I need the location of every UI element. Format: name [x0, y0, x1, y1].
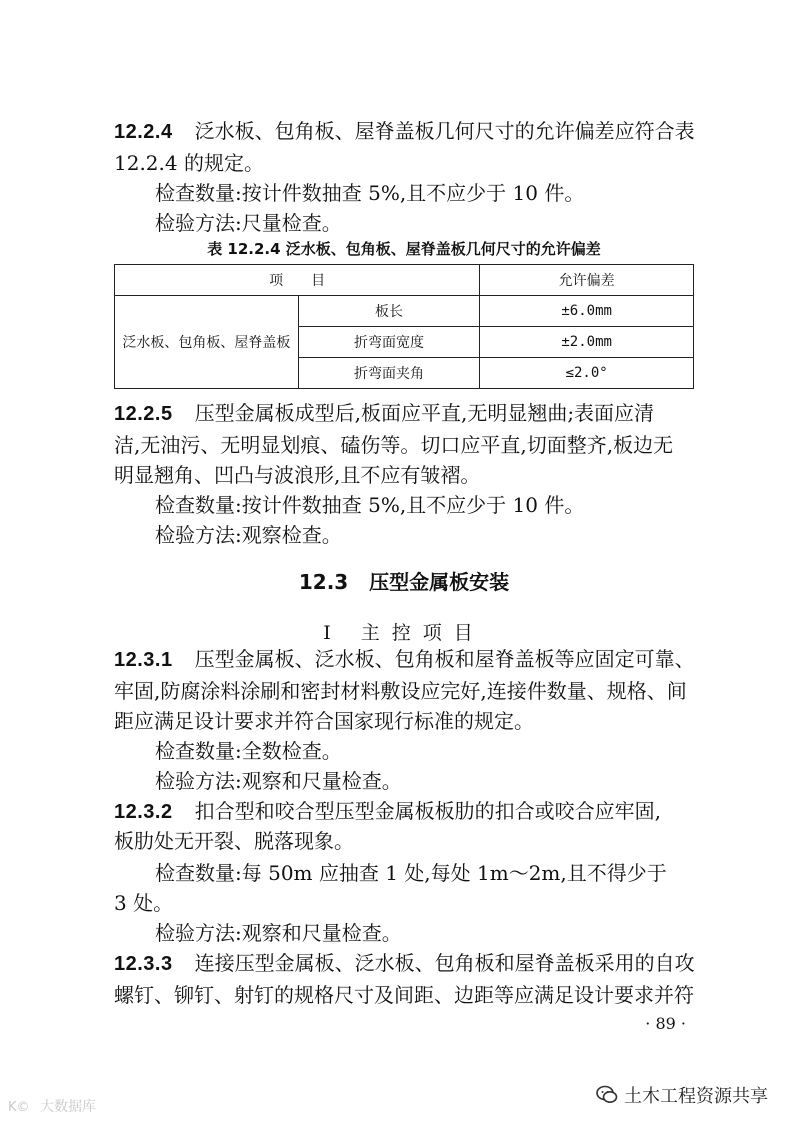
wechat-icon: [596, 1085, 618, 1105]
section-title-text: 压型金属板安装: [369, 570, 510, 594]
clause-text: 泛水板、包角板、屋脊盖板几何尺寸的允许偏差应符合表: [194, 119, 695, 143]
clause-12-3-2-line1: [114, 796, 694, 827]
clause-12-3-2-line2: 板肋处无开裂、脱落现象。: [114, 829, 354, 853]
clause-text: 压型金属板、泛水板、包角板和屋脊盖板等应固定可靠、: [194, 647, 695, 671]
check-quantity-cont: 3 处。: [114, 891, 174, 915]
clause-12-2-5-line1: [114, 398, 694, 429]
group-label: 泛水板、包角板、屋脊盖板: [115, 296, 299, 389]
table-caption: 表 12.2.4 泛水板、包角板、屋脊盖板几何尺寸的允许偏差: [207, 240, 601, 258]
clause-number: 12.3.1: [114, 649, 173, 671]
clause-12-3-3-line1: [114, 948, 694, 979]
check-method: 检验方法:观察和尺量检查。: [155, 769, 402, 793]
clause-12-2-5-line3: 明显翘角、凹凸与波浪形,且不应有皱褶。: [114, 463, 481, 487]
row-tolerance: ±6.0mm: [480, 296, 694, 327]
clause-number: 12.3.2: [114, 801, 173, 823]
watermark-left: [8, 1096, 96, 1116]
check-quantity: 检查数量:全数检查。: [155, 739, 342, 763]
check-quantity: 检查数量:按计件数抽查 5%,且不应少于 10 件。: [155, 181, 585, 205]
logo-icon: [8, 1098, 36, 1114]
row-item: 折弯面宽度: [298, 327, 480, 358]
clause-12-3-1-line2: 牢固,防腐涂料涂刷和密封材料敷设应完好,连接件数量、规格、间: [114, 679, 687, 703]
clause-12-3-1-line1: [114, 644, 694, 675]
watermark-left-text: 大数据库: [40, 1099, 96, 1115]
row-item: 板长: [298, 296, 480, 327]
section-title: [114, 566, 694, 595]
clause-text: 扣合型和咬合型压型金属板板肋的扣合或咬合应牢固,: [194, 799, 661, 823]
page-number: · 89 ·: [645, 1014, 686, 1033]
header-tolerance: 允许偏差: [480, 265, 694, 296]
row-item: 折弯面夹角: [298, 358, 480, 389]
table-header-row: [115, 265, 694, 296]
watermark-right: [596, 1082, 768, 1108]
clause-12-2-4-line2: 12.2.4 的规定。: [114, 151, 264, 175]
clause-number: 12.2.5: [114, 403, 173, 425]
clause-12-2-4-line1: [114, 116, 694, 147]
section-number: 12.3: [298, 570, 349, 594]
clause-text: 连接压型金属板、泛水板、包角板和屋脊盖板采用的自攻: [194, 951, 695, 975]
clause-number: 12.3.3: [114, 953, 173, 975]
check-quantity: 检查数量:按计件数抽查 5%,且不应少于 10 件。: [155, 493, 585, 517]
row-tolerance: ≤2.0°: [480, 358, 694, 389]
table-row: [115, 296, 694, 327]
clause-number: 12.2.4: [114, 121, 173, 143]
check-method: 检验方法:观察和尺量检查。: [155, 921, 402, 945]
clause-12-3-3-line2: 螺钉、铆钉、射钉的规格尺寸及间距、边距等应满足设计要求并符: [114, 983, 694, 1007]
check-method: 检验方法:观察检查。: [155, 523, 342, 547]
header-item: 项 目: [115, 265, 480, 296]
tolerance-table: [114, 264, 694, 389]
check-method: 检验方法:尺量检查。: [155, 211, 342, 235]
clause-12-3-1-line3: 距应满足设计要求并符合国家现行标准的规定。: [114, 709, 534, 733]
check-quantity: 检查数量:每 50m 应抽查 1 处,每处 1m～2m,且不得少于: [155, 861, 667, 885]
clause-12-2-5-line2: 洁,无油污、无明显划痕、磕伤等。切口应平直,切面整齐,板边无: [114, 433, 674, 457]
watermark-right-text: 土木工程资源共享: [624, 1086, 768, 1107]
clause-text: 压型金属板成型后,板面应平直,无明显翘曲;表面应清: [194, 401, 655, 425]
sub-section-title: Ⅰ 主控项目: [323, 622, 485, 644]
row-tolerance: ±2.0mm: [480, 327, 694, 358]
svg-text:K©: K©: [8, 1100, 30, 1114]
